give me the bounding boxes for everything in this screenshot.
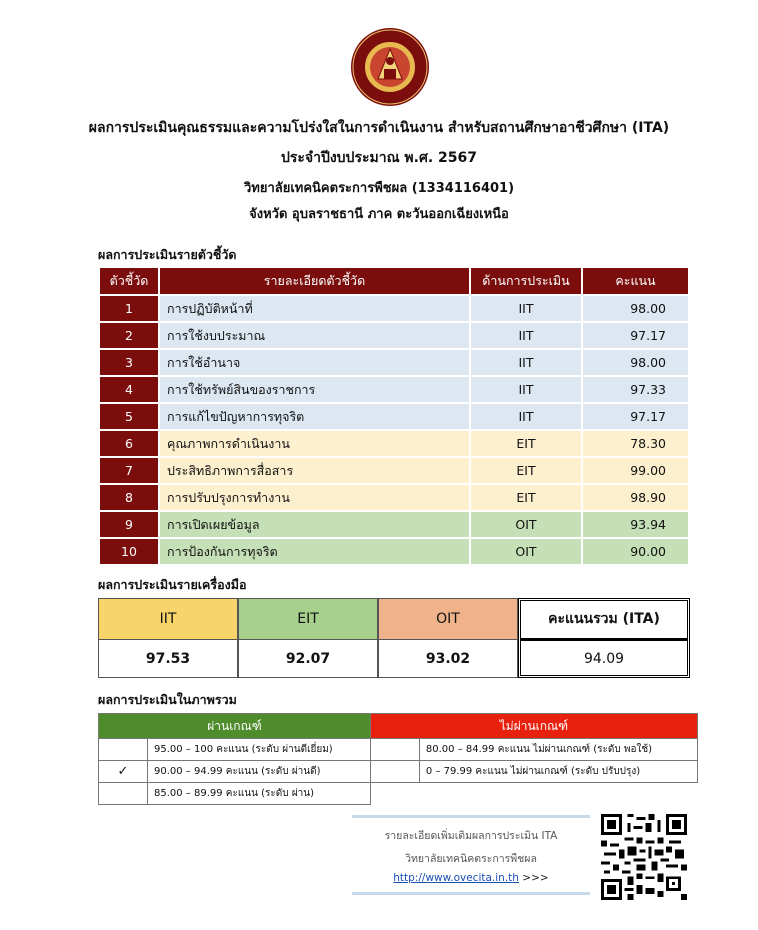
- indicator-score: 97.17: [582, 403, 689, 430]
- indicator-name: ประสิทธิภาพการสื่อสาร: [159, 457, 470, 484]
- indicator-no: 4: [99, 376, 159, 403]
- table-row: [99, 484, 689, 511]
- indicator-score: 99.00: [582, 457, 689, 484]
- indicator-no: 8: [99, 484, 159, 511]
- arrow-text: >>>: [522, 872, 549, 884]
- indicator-dimension: IIT: [470, 349, 582, 376]
- pass-criterion: 95.00 – 100 คะแนน (ระดับ ผ่านดีเยี่ยม): [148, 739, 371, 761]
- indicator-dimension: IIT: [470, 322, 582, 349]
- indicator-name: การใช้งบประมาณ: [159, 322, 470, 349]
- table-row: [99, 322, 689, 349]
- tool-label: IIT: [99, 599, 237, 640]
- table-row: [99, 739, 698, 761]
- indicator-dimension: EIT: [470, 484, 582, 511]
- indicator-score: 78.30: [582, 430, 689, 457]
- col-header-dimension: ด้านการประเมิน: [470, 267, 582, 295]
- pass-header: ผ่านเกณฑ์: [99, 714, 371, 739]
- indicator-name: การแก้ไขปัญหาการทุจริต: [159, 403, 470, 430]
- indicator-dimension: EIT: [470, 457, 582, 484]
- col-header-detail: รายละเอียดตัวชี้วัด: [159, 267, 470, 295]
- indicator-no: 10: [99, 538, 159, 565]
- indicator-score: 97.17: [582, 322, 689, 349]
- vec-seal-logo: [350, 27, 430, 107]
- qr-code-icon: [600, 814, 688, 900]
- pass-criterion: 90.00 – 94.99 คะแนน (ระดับ ผ่านดี): [148, 761, 371, 783]
- table-row: [99, 783, 698, 805]
- indicator-score: 97.33: [582, 376, 689, 403]
- indicator-no: 5: [99, 403, 159, 430]
- indicator-name: คุณภาพการดำเนินงาน: [159, 430, 470, 457]
- indicator-no: 1: [99, 295, 159, 322]
- indicator-dimension: IIT: [470, 376, 582, 403]
- check-cell: [99, 739, 148, 761]
- province-region: จังหวัด อุบลราชธานี ภาค ตะวันออกเฉียงเหนือ: [249, 207, 509, 222]
- indicator-name: การปรับปรุงการทำงาน: [159, 484, 470, 511]
- indicator-score: 93.94: [582, 511, 689, 538]
- indicator-name: การป้องกันการทุจริต: [159, 538, 470, 565]
- fiscal-year: ประจำปีงบประมาณ พ.ศ. 2567: [280, 150, 478, 166]
- indicator-score: 98.90: [582, 484, 689, 511]
- indicator-name: การปฏิบัติหน้าที่: [159, 295, 470, 322]
- indicator-no: 2: [99, 322, 159, 349]
- table-row: [99, 457, 689, 484]
- ovecita-link[interactable]: http://www.ovecita.in.th: [393, 872, 519, 884]
- total-label: คะแนนรวม (ITA): [521, 601, 687, 641]
- table-row: [99, 295, 689, 322]
- tool-label: EIT: [239, 599, 377, 640]
- more-info-line1: รายละเอียดเพิ่มเติมผลการประเมิน ITA: [384, 830, 558, 842]
- indicator-dimension: EIT: [470, 430, 582, 457]
- indicator-no: 7: [99, 457, 159, 484]
- table-row: [99, 538, 689, 565]
- indicator-no: 3: [99, 349, 159, 376]
- total-value: 94.09: [583, 651, 625, 667]
- col-header-no: ตัวชี้วัด: [99, 267, 159, 295]
- tool-value: 93.02: [425, 651, 471, 667]
- tool-eit: [238, 598, 378, 678]
- table-row: [99, 376, 689, 403]
- indicator-dimension: IIT: [470, 403, 582, 430]
- tool-total-ita: [518, 598, 690, 678]
- indicator-section-title: ผลการประเมินรายตัวชี้วัด: [98, 247, 237, 262]
- col-header-score: คะแนน: [582, 267, 689, 295]
- more-info-line2: วิทยาลัยเทคนิคตระการพืชผล: [405, 853, 537, 865]
- tool-oit: [378, 598, 518, 678]
- indicator-score: 90.00: [582, 538, 689, 565]
- table-row: [99, 349, 689, 376]
- indicator-score: 98.00: [582, 349, 689, 376]
- pass-criterion: 85.00 – 89.99 คะแนน (ระดับ ผ่าน): [148, 783, 371, 805]
- table-row: [99, 403, 689, 430]
- indicator-name: การใช้อำนาจ: [159, 349, 470, 376]
- overall-criteria-table: [98, 713, 698, 805]
- indicator-dimension: OIT: [470, 511, 582, 538]
- report-title: ผลการประเมินคุณธรรมและความโปร่งใสในการดำเนินงาน สำหรับสถานศึกษาอาชีวศึกษา (ITA): [88, 120, 670, 136]
- college-name: วิทยาลัยเทคนิคตระการพืชผล (1334116401): [243, 181, 515, 196]
- indicator-name: การเปิดเผยข้อมูล: [159, 511, 470, 538]
- indicator-dimension: IIT: [470, 295, 582, 322]
- table-row: [99, 430, 689, 457]
- indicator-score: 98.00: [582, 295, 689, 322]
- overall-section-title: ผลการประเมินในภาพรวม: [98, 692, 237, 707]
- fail-criterion: 0 – 79.99 คะแนน ไม่ผ่านเกณฑ์ (ระดับ ปรับปรุง): [419, 761, 697, 783]
- table-row: [99, 761, 698, 783]
- table-row: [99, 511, 689, 538]
- tool-label: OIT: [379, 599, 517, 640]
- check-cell: [370, 761, 419, 783]
- tool-value: 92.07: [285, 651, 331, 667]
- indicator-no: 6: [99, 430, 159, 457]
- indicator-name: การใช้ทรัพย์สินของราชการ: [159, 376, 470, 403]
- indicator-no: 9: [99, 511, 159, 538]
- fail-criterion: 80.00 – 84.99 คะแนน ไม่ผ่านเกณฑ์ (ระดับ พอใช้): [419, 739, 697, 761]
- tool-section-title: ผลการประเมินรายเครื่องมือ: [98, 577, 247, 592]
- check-cell: [370, 739, 419, 761]
- check-cell: [99, 783, 148, 805]
- tool-summary: [98, 598, 690, 678]
- more-info-note: [352, 815, 590, 895]
- checkmark-icon: ✓: [99, 761, 148, 783]
- tool-value: 97.53: [145, 651, 191, 667]
- indicator-dimension: OIT: [470, 538, 582, 565]
- tool-iit: [98, 598, 238, 678]
- indicator-table: [98, 266, 690, 566]
- fail-header: ไม่ผ่านเกณฑ์: [370, 714, 697, 739]
